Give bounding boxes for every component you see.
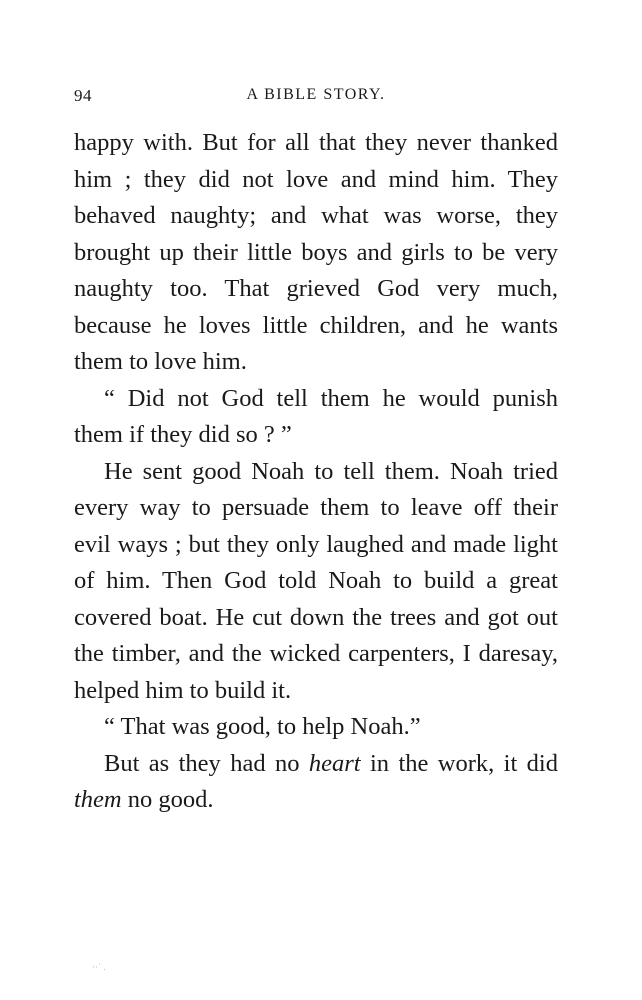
paragraph-help-noah: “ That was good, to help Noah.” (104, 713, 421, 740)
body-text (74, 125, 558, 819)
paragraph-continuation: happy with. But for all that they never thanked him ; they did not love and mind him. They behaved naughty; and what was worse, they brought up their little boys and girls to be very naughty too. That grieved God very much, because he loves little children, and he wants them to love him. (74, 129, 558, 375)
paragraph-question-punish: “ Did not God tell them he would punish them if they did so ? ” (74, 384, 558, 448)
printer-mark: ··˙ . (92, 962, 106, 972)
text-segment: in the work, it did (360, 749, 558, 777)
running-header (74, 86, 558, 110)
italic-heart: heart (308, 749, 361, 777)
paragraph-noah-warning: He sent good Noah to tell them. Noah tried every way to persuade them to leave off their evil ways ; but they only laughed and made light of him. Then God told Noah to build a great covered boat. He cut down the trees and got out the timber, and the wicked carpenters, I daresay, helped him to build it. (74, 457, 558, 704)
text-segment: But as they had no (104, 749, 309, 777)
italic-them: them (74, 786, 122, 813)
running-title: A BIBLE STORY. (246, 86, 386, 103)
page-number: 94 (74, 86, 92, 105)
text-segment: no good. (121, 786, 214, 813)
paragraph-no-heart (74, 746, 558, 819)
